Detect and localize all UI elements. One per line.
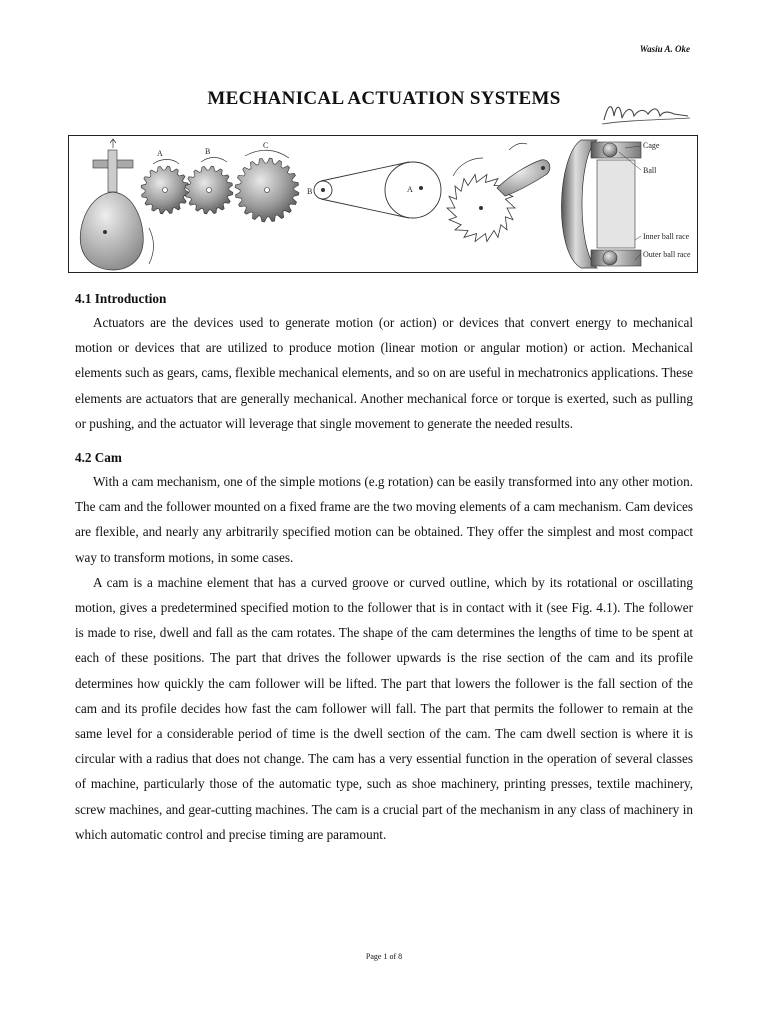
outer-race-label: Outer ball race	[643, 250, 691, 259]
paragraph-cam-2: A cam is a machine element that has a curved groove or curved outline, which by its rotational or oscillating motion, gives a predetermined specified motion to the follower that is in contact with it (see Fig. 4.1). The follower is made to rise, dwell and fall as the cam rotates. The shape of the cam determines the lengths of time to be spent at each of these positions. The part that drives the follower upwards is the rise section of the cam and its profile determines how quickly the cam follower will be lifted. The part that lowers the follower is the fall section of the cam and its profile decides how fast the cam follower will fall. The part that permits the follower to remain at the same level for a considerable period of time is the dwell section of the cam. The cam dwell section is where it is circular with a radius that does not change. The cam has a very essential function in the operation of several classes of machine, particularly those of the automatic type, such as shoe machinery, printing presses, textile machinery, screw machines, and gear-cutting machines. The cam is a crucial part of the mechanism in any class of machinery in which automatic control and precise timing are paramount.	[75, 574, 693, 842]
gear-b-hub	[207, 188, 212, 193]
ball-label: Ball	[643, 166, 657, 175]
cage-label: Cage	[643, 141, 660, 150]
section-heading-cam: 4.2 Cam	[75, 450, 122, 466]
document-body	[75, 289, 693, 847]
actuator-figure	[68, 135, 698, 273]
cam-follower-diagram	[80, 139, 153, 270]
pulley-a-label: A	[407, 185, 413, 194]
gear-b-label: B	[205, 147, 211, 156]
paragraph-introduction: Actuators are the devices used to generate motion (or action) or devices that convert energy to mechanical motion or devices that are utilized to produce motion (linear motion or angular motion) or action. Mechanical elements such as gears, cams, flexible mechanical elements, and so on are useful in mechatronics applications. These elements are actuators that are generally mechanical. Another mechanical force or torque is exerted, such as pulling or pushing, and the actuator will leverage that single movement to generate the needed results.	[75, 315, 693, 431]
inner-race-label: Inner ball race	[643, 232, 690, 241]
page-number: Page 1 of 8	[365, 952, 403, 961]
author-name: Wasiu A. Oke	[639, 44, 690, 54]
pulley-b-label: B	[307, 187, 313, 196]
gear-a-label: A	[157, 149, 163, 158]
gear-a-hub	[163, 188, 168, 193]
ratchet-pawl-diagram	[447, 143, 550, 241]
signature-image	[598, 96, 694, 132]
section-heading-introduction: 4.1 Introduction	[75, 291, 167, 306]
ball-bearing-diagram	[561, 140, 691, 268]
page-title: MECHANICAL ACTUATION SYSTEMS	[207, 88, 561, 109]
gear-c-label: C	[263, 141, 269, 150]
gear-train-diagram	[141, 141, 299, 222]
gear-c-hub	[265, 188, 270, 193]
paragraph-cam-1: With a cam mechanism, one of the simple motions (e.g rotation) can be easily transformed into any other motion. The cam and the follower mounted on a fixed frame are the two moving elements of a cam mechanism. Cam devices are flexible, and nearly any arbitrarily specified motion can be obtained. They offer the simplest and most compact way to transform motions, in some cases.	[75, 474, 693, 565]
belt-pulley-diagram	[307, 162, 441, 218]
